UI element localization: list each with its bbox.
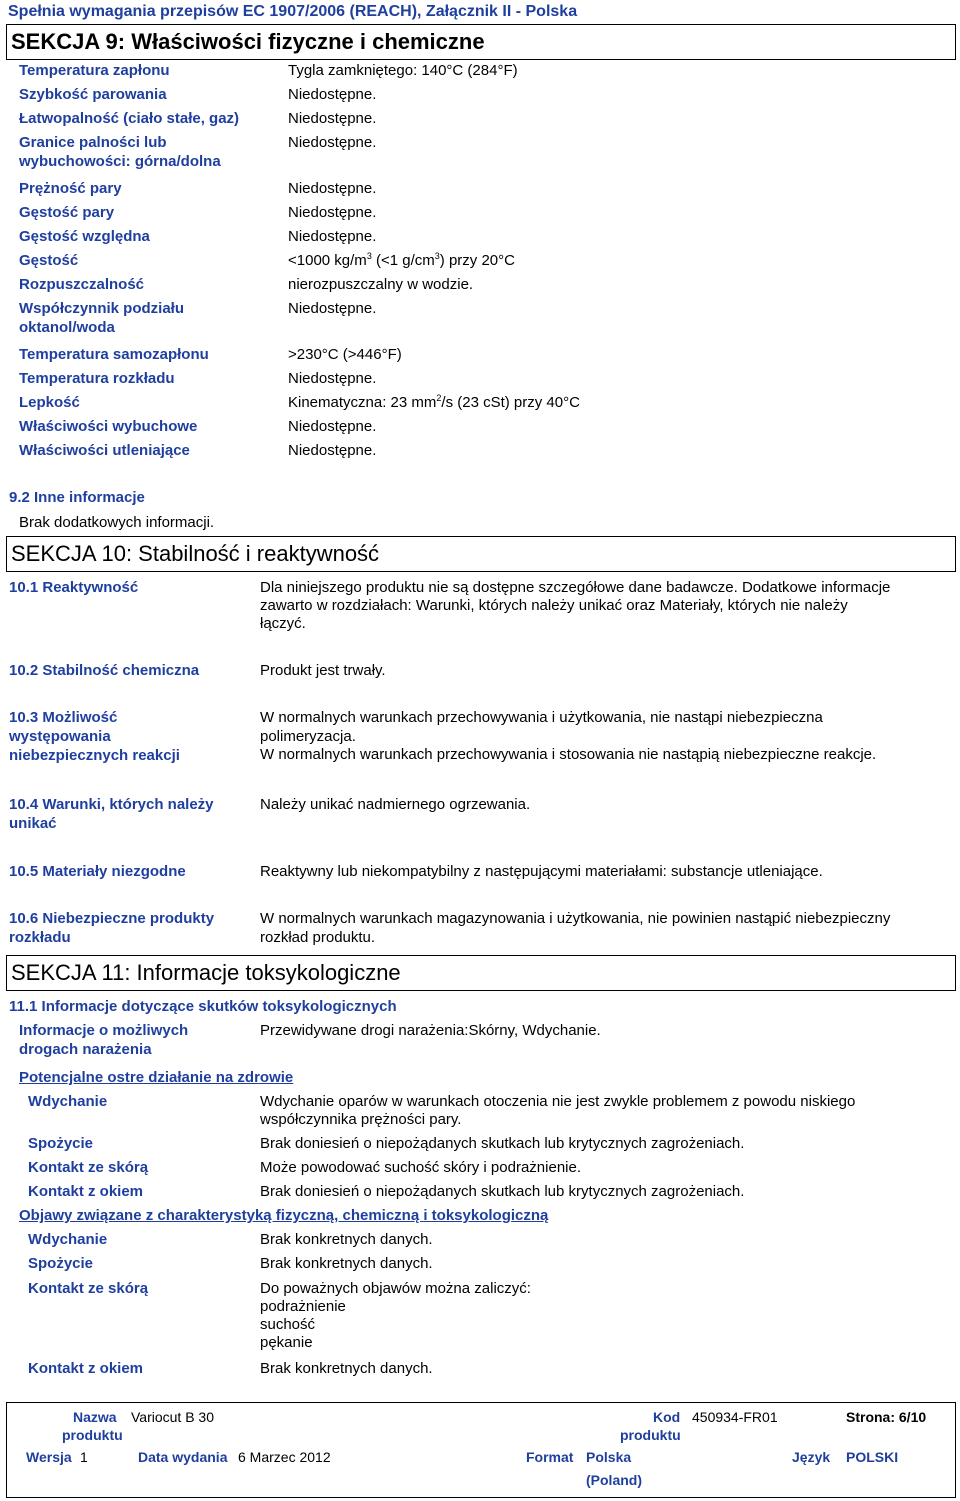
item-text: Reaktywny lub niekompatybilny z następującymi materiałami: substancje utleniające. (260, 863, 823, 880)
prop-value: Kinematyczna: 23 $mm^2/s$ (23 cSt) przy 40°C (288, 393, 580, 411)
item-label: rozkładu (9, 929, 71, 946)
format-label: Format (526, 1449, 574, 1465)
route-text: Brak konkretnych danych. (260, 1255, 433, 1272)
route-text: współczynnika prężności pary. (260, 1111, 462, 1128)
item-text: łączyć. (260, 615, 306, 632)
prop-value: Niedostępne. (288, 370, 377, 387)
route-text: Brak konkretnych danych. (260, 1231, 433, 1248)
item-label: 10.3 Możliwość (9, 709, 118, 726)
prop-value: Niedostępne. (288, 180, 377, 197)
item-label: występowania (9, 728, 111, 745)
prop-value: Niedostępne. (288, 134, 377, 151)
prop-label: wybuchowości: górna/dolna (19, 153, 221, 170)
prop-label: Granice palności lub (19, 134, 167, 151)
prop-label: Właściwości utleniające (19, 442, 190, 459)
prop-value: Niedostępne. (288, 86, 377, 103)
prop-label: oktanol/woda (19, 319, 115, 336)
section-11-title: SEKCJA 11: Informacje toksykologiczne (11, 960, 401, 985)
exposure-label: Informacje o możliwych (19, 1022, 189, 1039)
route-text: Do poważnych objawów można zaliczyć: (260, 1280, 531, 1297)
product-code-label: Kod (653, 1409, 681, 1425)
prop-label: Lepkość (19, 394, 80, 411)
item-text: rozkład produktu. (260, 929, 376, 946)
product-name-label: Nazwa (73, 1409, 117, 1425)
prop-value: Niedostępne. (288, 442, 377, 459)
prop-value: nierozpuszczalny w wodzie. (288, 276, 474, 293)
route-label: Wdychanie (28, 1231, 108, 1248)
acute-effects-heading: Potencjalne ostre działanie na zdrowie (19, 1069, 294, 1086)
product-code-label: produktu (620, 1427, 681, 1443)
item-text: Produkt jest trwały. (260, 662, 386, 679)
item-label: niebezpiecznych reakcji (9, 747, 180, 764)
route-text: suchość (260, 1316, 316, 1333)
exposure-label: drogach narażenia (19, 1041, 152, 1058)
prop-label: Gęstość (19, 252, 79, 269)
item-text: W normalnych warunkach przechowywania i użytkowania, nie nastąpi niebezpieczna (260, 709, 823, 726)
route-text: Brak doniesień o niepożądanych skutkach lub krytycznych zagrożeniach. (260, 1183, 745, 1200)
section-11-header (6, 955, 956, 991)
section-10-header (6, 536, 956, 572)
section-9-header (6, 24, 956, 60)
prop-label: Gęstość względna (19, 228, 150, 245)
route-text: Może powodować suchość skóry i podrażnienie. (260, 1159, 581, 1176)
item-text: Dla niniejszego produktu nie są dostępne szczegółowe dane badawcze. Dodatkowe informacje (260, 579, 891, 596)
regulation-header: Spełnia wymagania przepisów EC 1907/2006 (REACH), Załącznik II - Polska (8, 3, 578, 20)
item-text: polimeryzacja. (260, 728, 356, 745)
format-value: (Poland) (586, 1472, 642, 1488)
route-text: Brak konkretnych danych. (260, 1360, 433, 1377)
item-label: unikać (9, 815, 57, 832)
prop-label: Temperatura rozkładu (19, 370, 175, 387)
tox-subheading: 11.1 Informacje dotyczące skutków toksykologicznych (9, 998, 397, 1015)
prop-label: Temperatura samozapłonu (19, 346, 209, 363)
product-code-value: 450934-FR01 (692, 1409, 778, 1425)
item-text: Należy unikać nadmiernego ogrzewania. (260, 796, 531, 813)
item-label: 10.1 Reaktywność (9, 579, 139, 596)
route-label: Spożycie (28, 1255, 94, 1272)
version-label: Wersja (26, 1449, 72, 1465)
route-text: Brak doniesień o niepożądanych skutkach lub krytycznych zagrożeniach. (260, 1135, 745, 1152)
other-info-text: Brak dodatkowych informacji. (19, 514, 215, 531)
prop-value: Niedostępne. (288, 418, 377, 435)
section-9-title: SEKCJA 9: Właściwości fizyczne i chemiczne (11, 29, 485, 54)
product-name-label: produktu (62, 1427, 123, 1443)
route-text: pękanie (260, 1334, 313, 1351)
item-text: W normalnych warunkach magazynowania i użytkowania, nie powinien nastąpić niebezpieczny (260, 910, 891, 927)
route-label: Wdychanie (28, 1093, 108, 1110)
prop-label: Łatwopalność (ciało stałe, gaz) (19, 110, 240, 127)
prop-label: Właściwości wybuchowe (19, 418, 198, 435)
prop-label: Szybkość parowania (19, 86, 167, 103)
route-label: Kontakt ze skórą (28, 1280, 149, 1297)
route-label: Kontakt z okiem (28, 1360, 144, 1377)
prop-label: Temperatura zapłonu (19, 62, 170, 79)
document-footer (6, 1402, 956, 1498)
item-label: 10.4 Warunki, których należy (9, 796, 214, 813)
exposure-value: Przewidywane drogi narażenia:Skórny, Wdychanie. (260, 1022, 601, 1039)
prop-value: Niedostępne. (288, 228, 377, 245)
prop-value: Niedostępne. (288, 300, 377, 317)
prop-value: Tygla zamkniętego: 140°C (284°F) (288, 62, 518, 79)
prop-label: Gęstość pary (19, 204, 115, 221)
item-text: zawarto w rozdziałach: Warunki, których należy unikać oraz Materiały, których nie należy (260, 597, 848, 614)
route-text: Wdychanie oparów w warunkach otoczenia nie jest zwykle problemem z powodu niskiego (260, 1093, 856, 1110)
issue-date-label: Data wydania (138, 1449, 228, 1465)
language-value: POLSKI (846, 1449, 899, 1465)
product-name-value: Variocut B 30 (131, 1409, 215, 1425)
prop-value: Niedostępne. (288, 204, 377, 221)
route-label: Kontakt z okiem (28, 1183, 144, 1200)
issue-date-value: 6 Marzec 2012 (238, 1449, 331, 1465)
route-label: Spożycie (28, 1135, 94, 1152)
other-info-heading: 9.2 Inne informacje (9, 489, 145, 506)
format-value: Polska (586, 1449, 632, 1465)
language-label: Język (792, 1449, 831, 1465)
item-text: W normalnych warunkach przechowywania i stosowania nie nastąpią niebezpieczne reakcje. (260, 746, 877, 763)
version-value: 1 (80, 1449, 88, 1465)
prop-value: Niedostępne. (288, 110, 377, 127)
prop-value: >230°C (>446°F) (288, 346, 402, 363)
prop-label: Rozpuszczalność (19, 276, 145, 293)
prop-label: Współczynnik podziału (19, 300, 185, 317)
section-10-title: SEKCJA 10: Stabilność i reaktywność (11, 541, 380, 566)
prop-label: Prężność pary (19, 180, 122, 197)
item-label: 10.2 Stabilność chemiczna (9, 662, 200, 679)
symptoms-heading: Objawy związane z charakterystyką fizyczną, chemiczną i toksykologiczną (19, 1207, 549, 1224)
prop-value: <1000 $kg/m^3$ (<1 $g/cm^3$) przy 20°C (288, 251, 515, 269)
item-label: 10.6 Niebezpieczne produkty (9, 910, 215, 927)
route-text: podrażnienie (260, 1298, 346, 1315)
route-label: Kontakt ze skórą (28, 1159, 149, 1176)
item-label: 10.5 Materiały niezgodne (9, 863, 186, 880)
page-number: Strona: 6/10 (846, 1409, 927, 1425)
